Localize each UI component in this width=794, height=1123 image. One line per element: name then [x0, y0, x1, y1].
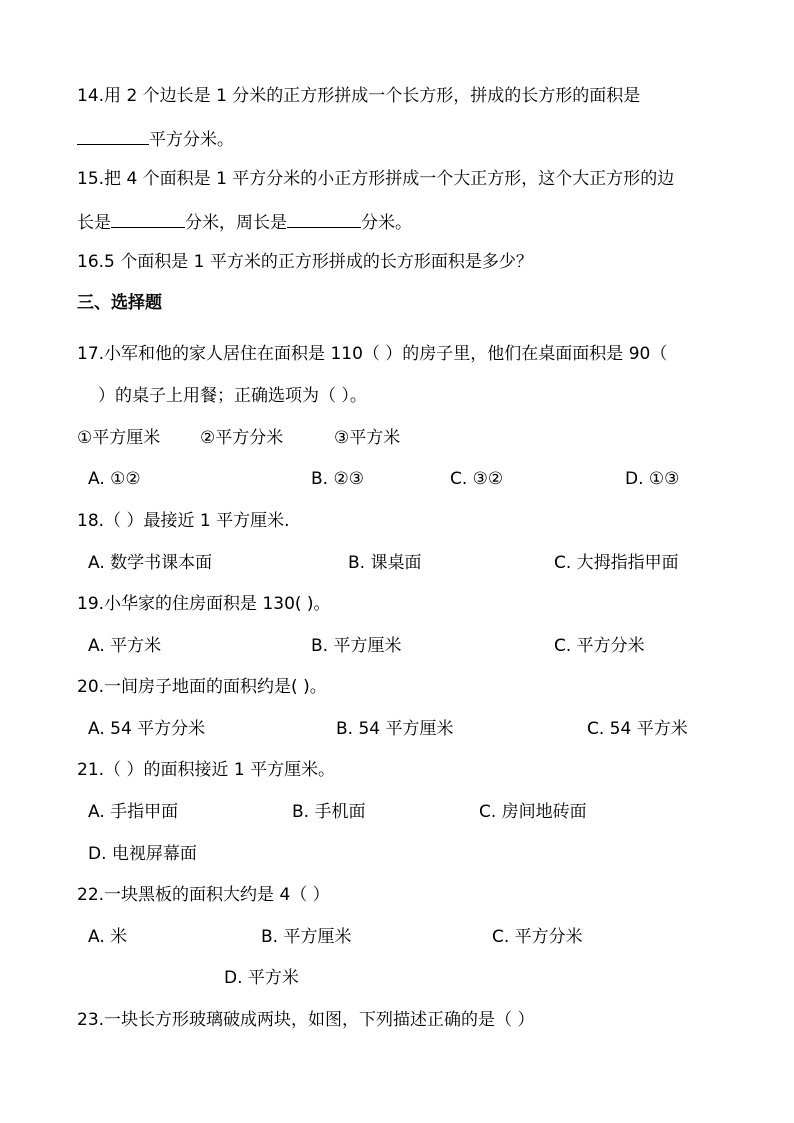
- q15-text-b: 分米，周长是: [185, 213, 287, 233]
- q17-option-a[interactable]: A. ①②: [88, 469, 141, 489]
- section-3-heading: 三、选择题: [77, 293, 162, 313]
- q20-option-b[interactable]: B. 54 平方厘米: [336, 719, 454, 739]
- q17-line1: 17.小军和他的家人居住在面积是 110（ ）的房子里，他们在桌面面积是 90（: [77, 344, 668, 364]
- q19-option-b[interactable]: B. 平方厘米: [311, 636, 402, 656]
- q17-unit-3: ③平方米: [334, 428, 401, 448]
- q19-option-c[interactable]: C. 平方分米: [554, 636, 645, 656]
- q22-option-a[interactable]: A. 米: [88, 927, 128, 947]
- q17-unit-1: ①平方厘米: [77, 428, 161, 448]
- q14-answer-blank[interactable]: [77, 129, 149, 145]
- q15-text-c: 分米。: [361, 213, 412, 233]
- q21-option-c[interactable]: C. 房间地砖面: [479, 802, 587, 822]
- q17-option-d[interactable]: D. ①③: [625, 469, 680, 489]
- q21-option-b[interactable]: B. 手机面: [292, 802, 366, 822]
- q17-option-b[interactable]: B. ②③: [311, 469, 364, 489]
- q14-line1: 14.用 2 个边长是 1 分米的正方形拼成一个长方形，拼成的长方形的面积是: [77, 86, 641, 106]
- q16-question: 16.5 个面积是 1 平方米的正方形拼成的长方形面积是多少？: [77, 252, 533, 272]
- q20-option-a[interactable]: A. 54 平方分米: [88, 719, 206, 739]
- q21-option-d[interactable]: D. 电视屏幕面: [88, 844, 197, 864]
- q15-line1: 15.把 4 个面积是 1 平方分米的小正方形拼成一个大正方形，这个大正方形的边: [77, 169, 675, 189]
- q15-line2: [77, 212, 412, 232]
- q20-option-c[interactable]: C. 54 平方米: [587, 719, 688, 739]
- q18-option-a[interactable]: A. 数学书课本面: [88, 553, 213, 573]
- q19-question: 19.小华家的住房面积是 130( )。: [77, 594, 331, 614]
- q17-option-c[interactable]: C. ③②: [450, 469, 504, 489]
- q15-side-blank[interactable]: [111, 212, 185, 228]
- q18-option-b[interactable]: B. 课桌面: [348, 553, 422, 573]
- q18-question: 18.（ ）最接近 1 平方厘米.: [77, 511, 290, 531]
- q17-unit-2: ②平方分米: [200, 428, 284, 448]
- q14-unit: 平方分米。: [149, 130, 234, 150]
- q22-option-d[interactable]: D. 平方米: [224, 968, 299, 988]
- q18-option-c[interactable]: C. 大拇指指甲面: [554, 553, 679, 573]
- q21-question: 21.（ ）的面积接近 1 平方厘米。: [77, 760, 336, 780]
- q14-line2: [77, 129, 234, 149]
- q22-question: 22.一块黑板的面积大约是 4（ ）: [77, 885, 330, 905]
- q15-text-a: 长是: [77, 213, 111, 233]
- q17-line2: ）的桌子上用餐；正确选项为（ ）。: [98, 386, 367, 406]
- q20-question: 20.一间房子地面的面积约是( )。: [77, 677, 327, 697]
- q23-question: 23.一块长方形玻璃破成两块，如图，下列描述正确的是（ ）: [77, 1010, 535, 1030]
- q15-perimeter-blank[interactable]: [287, 212, 361, 228]
- q21-option-a[interactable]: A. 手指甲面: [88, 802, 179, 822]
- q19-option-a[interactable]: A. 平方米: [88, 636, 162, 656]
- q22-option-c[interactable]: C. 平方分米: [492, 927, 583, 947]
- q22-option-b[interactable]: B. 平方厘米: [261, 927, 352, 947]
